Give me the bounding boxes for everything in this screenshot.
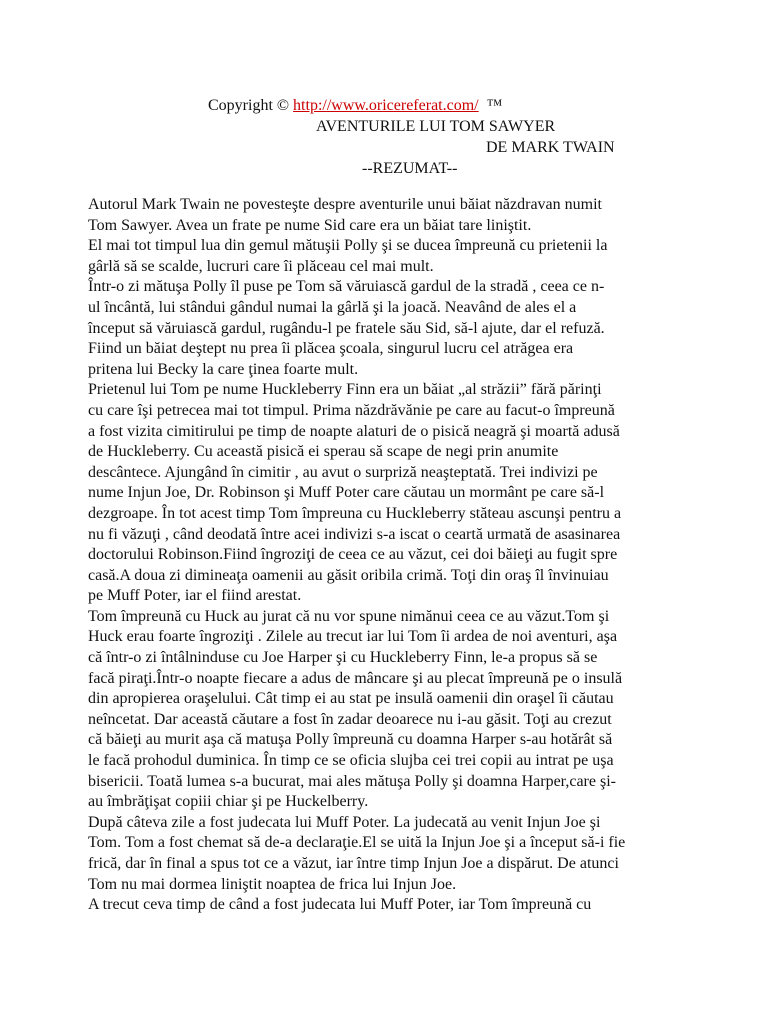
paragraph-1: Autorul Mark Twain ne povesteşte despre aventurile unui băiat năzdravan numit Tom Sawyer. Avea un frate pe nume Sid care era un băiat tare liniştit. El mai tot timpul lua din gemul mătuşii Polly şi se ducea împreună cu prietenii la gârlă să se scalde, lucruri care îi plăceau cel mai mult.	[88, 196, 608, 275]
paragraph-6: A trecut ceva timp de când a fost judecata lui Muff Poter, iar Tom împreună cu	[88, 896, 592, 914]
copyright-prefix: Copyright ©	[208, 97, 294, 114]
document-title: AVENTURILE LUI TOM SAWYER	[316, 118, 556, 135]
document-author: DE MARK TWAIN	[486, 139, 615, 156]
document-body	[88, 195, 688, 916]
paragraph-5: După câteva zile a fost judecata lui Muff Poter. La judecată au venit Injun Joe şi Tom. Tom a fost chemat să de-a declaraţie.El se uită la Injun Joe şi a început să-i fie frică, dar în final a spus tot ce a văzut, iar între timp Injun Joe a dispărut. De atunci Tom nu mai dormea liniştit noaptea de frica lui Injun Joe.	[88, 813, 626, 893]
copyright-line	[208, 96, 502, 117]
trademark-symbol: ™	[478, 97, 503, 114]
document-subtitle: --REZUMAT--	[362, 160, 458, 177]
paragraph-4: Tom împreună cu Huck au jurat că nu vor spune nimănui ceea ce au văzut.Tom şi Huck erau foarte îngroziţi . Zilele au trecut iar lui Tom îi ardea de noi aventuri, aşa că într-o zi întâlninduse cu Joe Harper şi cu Huckleberry Finn, le-a propus să se facă piraţi.Într-o noapte fiecare a adus de mâncare şi au plecat împreună pe o insulă din apropierea oraşelului. Cât timp ei au stat pe insulă oamenii din oraşel îi căutau neîncetat. Dar această căutare a fost în zadar deoarece nu i-au găsit. Toţi au crezut că băieţi au murit aşa că matuşa Polly împreună cu doamna Harper s-au hotărât să le facă prohodul duminica. În timp ce se oficia slujba cei trei copii au intrat pe uşa bisericii. Toată lumea s-a bucurat, mai ales mătuşa Polly şi doamna Harper,care şi- au îmbrăţişat copiii chiar şi pe Huckelberry.	[88, 607, 623, 811]
paragraph-3: Prietenul lui Tom pe nume Huckleberry Finn era un băiat „al străzii” fără părinţi cu care îşi petrecea mai tot timpul. Prima năzdrăvănie pe care au facut-o împreună a fost vizita cimitirului pe timp de noapte alaturi de o pisică neagră şi moartă adusă de Huckleberry. Cu această pisică ei sperau să scape de negi prin anumite descântece. Ajungând în cimitir , au avut o surpriză neaşteptată. Trei indivizi pe nume Injun Joe, Dr. Robinson şi Muff Poter care căutau un mormânt pe care să-l dezgroape. În tot acest timp Tom împreuna cu Huckleberry stăteau ascunşi pentru a nu fi văzuţi , când deodată între acei indivizi s-a iscat o ceartă urmată de asasinarea doctorului Robinson.Fiind îngroziţi de ceea ce au văzut, cei doi băieţi au fugit spre casă.A doua zi dimineaţa oamenii au găsit oribila crimă. Toţi din oraş îl învinuiau pe Muff Poter, iar el fiind arestat.	[88, 381, 622, 605]
paragraph-2: Într-o zi mătuşa Polly îl puse pe Tom să văruiască gardul de la stradă , ceea ce n- ul încântă, lui stândui gândul numai la gârlă şi la joacă. Neavând de ales el a început să văruiască gardul, rugându-l pe fratele său Sid, să-l ajute, dar el refuză. Fiind un băiat deştept nu prea îi plăcea şcoala, singurul lucru cel atrăgea era pritena lui Becky la care ţinea foarte mult.	[88, 278, 605, 378]
copyright-link[interactable]: http://www.oricereferat.com/	[293, 97, 479, 114]
